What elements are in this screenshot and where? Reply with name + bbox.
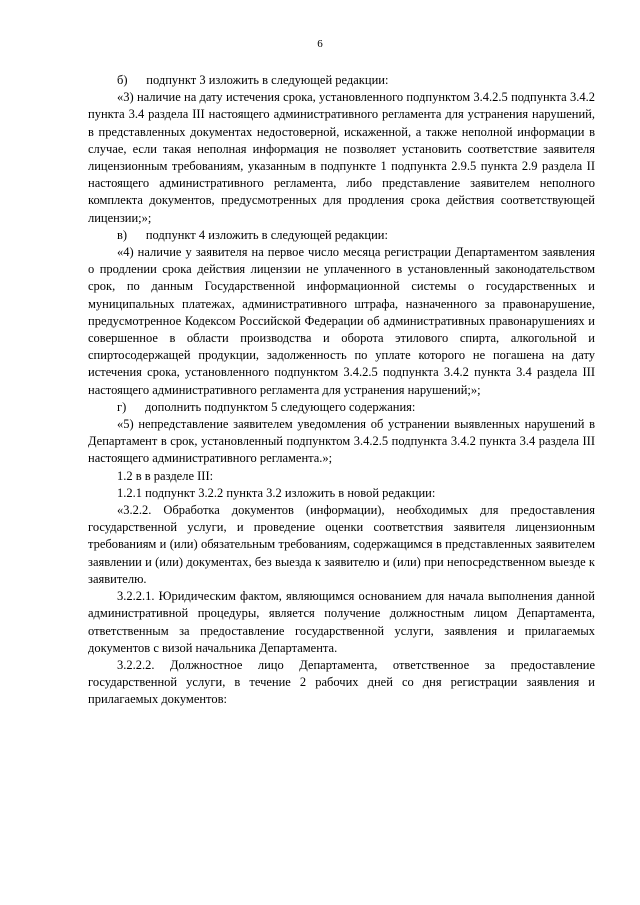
paragraph-3-2-2-2: 3.2.2.2. Должностное лицо Департамента, ответственное за предоставление государственной услуги, в течение 2 рабочих дней со дня регистрации заявления и прилагаемых документов:: [88, 657, 595, 707]
paragraph-item-3: «3) наличие на дату истечения срока, установленного подпунктом 3.4.2.5 подпункта 3.4.2 пункта 3.4 раздела III настоящего административного регламента для устранения нарушений, в представленных документах недостоверной, искаженной, а также неполной информации в случае, если такая неполная информация не позволяет установить соответствие заявителя лицензионным требованиям, указанным в подпункте 1 подпункта 2.9.5 пункта 2.9 раздела II настоящего административного регламента, либо представление заявителем неполного комплекта документов, предусмотренных для продления срока действия соответствующей лицензии;»;: [88, 90, 595, 225]
paragraph-1-2-1: 1.2.1 подпункт 3.2.2 пункта 3.2 изложить в новой редакции:: [117, 485, 436, 500]
paragraph-3-2-2-1: 3.2.2.1. Юридическим фактом, являющимся основанием для начала выполнения данной административной процедуры, является получение должностным лицом Департамента, ответственным за предоставление государственной услуги, заявления и прилагаемых документов с визой начальника Департамента.: [88, 589, 595, 655]
paragraph-item-4: «4) наличие у заявителя на первое число месяца регистрации Департаментом заявления о продлении срока действия лицензии не уплаченного в установленный законодательством срок, по данным Государственной информационной системы о государственных и муниципальных платежах, административного штрафа, назначенного за правонарушение, предусмотренное Кодексом Российской Федерации об административных правонарушениях и совершенное в области производства и оборота этилового спирта, алкогольной и спиртосодержащей продукции, задолженность по уплате которого не погашена на дату истечения срока, установленного подпунктом 3.4.2.5 подпункта 3.4.2 пункта 3.4 раздела III настоящего административного регламента для устранения нарушений;»;: [88, 245, 595, 397]
paragraph-v: в) подпункт 4 изложить в следующей редакции:: [117, 227, 388, 242]
paragraph-item-5: «5) непредставление заявителем уведомления об устранении выявленных нарушений в Департамент в срок, установленный подпунктом 3.4.2.5 подпункта 3.4.2 пункта 3.4 раздела III настоящего административного регламента.»;: [88, 417, 595, 466]
document-body: [88, 72, 595, 709]
paragraph-3-2-2: «3.2.2. Обработка документов (информации), необходимых для предоставления государственной услуги, и проведение оценки соответствия заявителя лицензионным требованиям и (или) обязательным требованиям, содержащимся в представленных заявителем заявлении и (или) документах, без выезда к заявителю и (или) при непосредственном выезде к заявителю.: [88, 503, 595, 586]
paragraph-1-2: 1.2 в в разделе III:: [117, 468, 214, 483]
paragraph-g: г) дополнить подпунктом 5 следующего содержания:: [117, 399, 416, 414]
page-number: 6: [317, 38, 323, 50]
paragraph-b: б) подпункт 3 изложить в следующей редакции:: [117, 73, 389, 87]
